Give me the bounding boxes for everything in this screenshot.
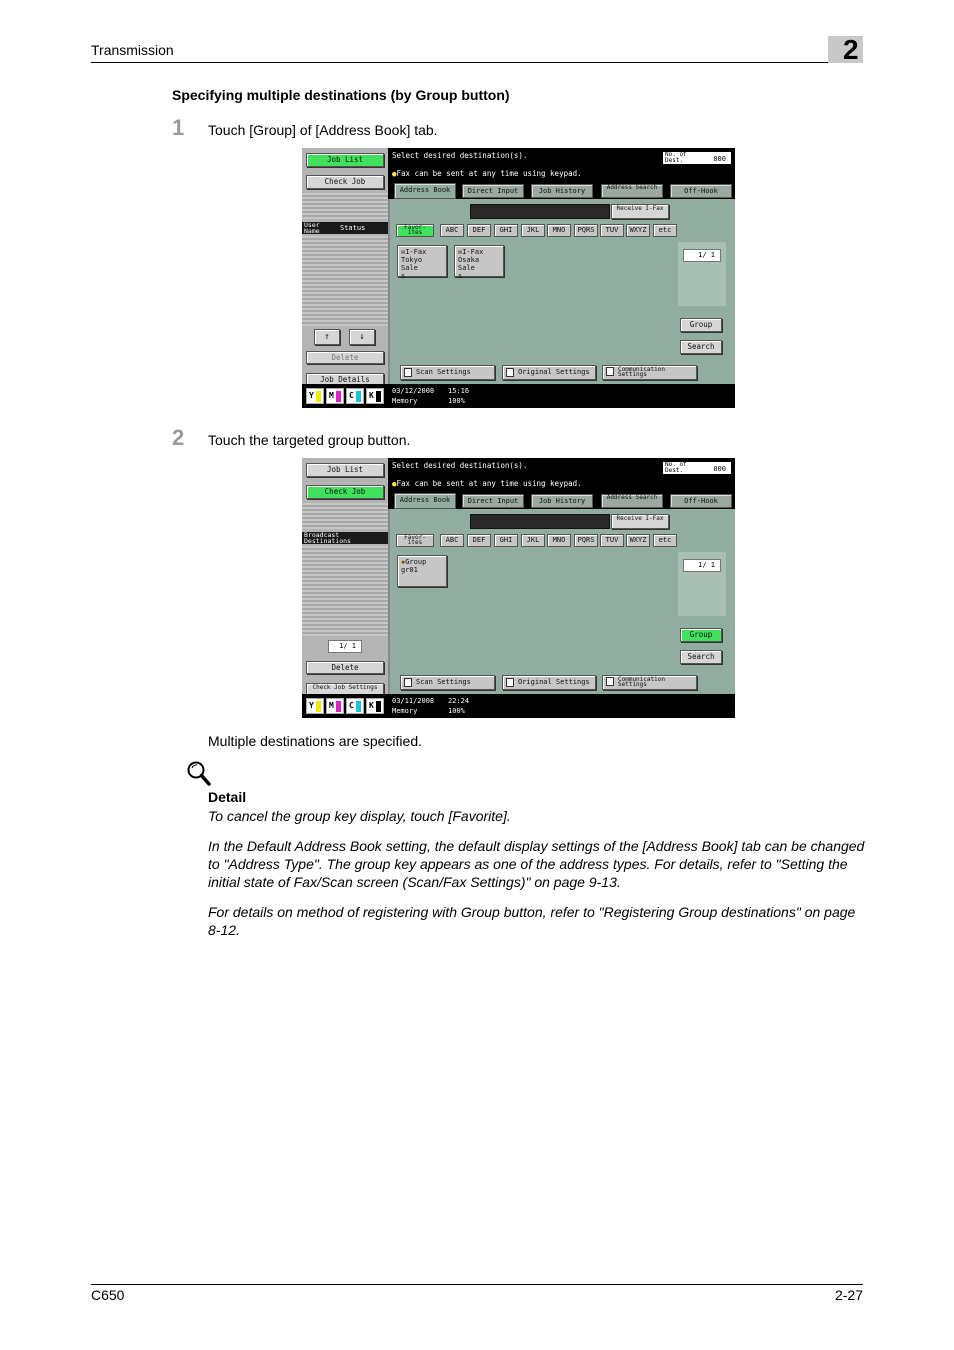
message-select: Select desired destination(s).	[392, 151, 528, 160]
job-details-button[interactable]: Job Details	[306, 373, 384, 386]
footer-model: C650	[91, 1287, 125, 1303]
job-list-button[interactable]: Job List	[306, 463, 384, 477]
status-date: 03/12/2008	[392, 387, 435, 395]
tab-address-book[interactable]: Address Book	[394, 493, 456, 509]
delete-button[interactable]: Delete	[306, 661, 384, 674]
group-icon: ◆	[401, 558, 406, 566]
scan-settings-button[interactable]: Scan Settings	[400, 365, 495, 380]
header-rule	[91, 62, 863, 63]
toner-cyan: C	[346, 698, 364, 714]
broadcast-destinations-label: Broadcast Destinations	[304, 531, 351, 545]
tab-bar	[388, 182, 735, 199]
communication-settings-button[interactable]: Communication Settings	[602, 365, 697, 380]
status-time: 15:16	[448, 387, 470, 395]
group-icon-label: ◆Group	[401, 558, 427, 566]
tab-bar	[388, 492, 735, 509]
index-mno[interactable]: MNO	[547, 224, 571, 237]
index-ghi[interactable]: GHI	[494, 534, 518, 547]
tab-job-history[interactable]: Job History	[531, 184, 593, 198]
group-name: gr01	[401, 566, 418, 574]
detail-note-2: In the Default Address Book setting, the default display settings of the [Address Book] tab can be changed to "Address Type". The group key appears as one of the address types. For details, refer to "Setting the initial state of Fax/Scan screen (Scan/Fax Settings)" on page 9-13.	[208, 838, 865, 890]
status-bar	[388, 384, 735, 408]
status-memory-label: Memory	[392, 707, 418, 715]
up-arrow-button[interactable]	[314, 329, 340, 345]
left-stripe	[302, 193, 388, 219]
group-button[interactable]: Group	[680, 628, 722, 642]
page-indicator: 1/ 1	[683, 559, 721, 572]
bulb-icon: ●	[392, 169, 397, 178]
tab-job-history[interactable]: Job History	[531, 494, 593, 508]
result-text: Multiple destinations are specified.	[208, 733, 423, 749]
broadcast-header	[302, 532, 388, 544]
index-jkl[interactable]: JKL	[521, 534, 545, 547]
status-bar	[388, 694, 735, 718]
detail-label: Detail	[208, 789, 247, 805]
destination-name: Tokyo Sale	[401, 256, 423, 272]
settings-bar	[390, 362, 735, 384]
check-job-button[interactable]: Check Job	[306, 485, 384, 499]
communication-settings-button[interactable]: Communication Settings	[602, 675, 697, 690]
toner-yellow: Y	[306, 698, 324, 714]
job-list-header	[302, 222, 388, 234]
footer-rule	[91, 1284, 863, 1285]
toner-levels	[302, 384, 388, 408]
scan-settings-icon	[404, 678, 412, 687]
tab-direct-input[interactable]: Direct Input	[462, 494, 524, 508]
left-stripe	[302, 503, 388, 529]
detail-note-3: For details on method of registering with Group button, refer to "Registering Group destinations" on page 8-12.	[208, 904, 856, 938]
original-settings-button[interactable]: Original Settings	[502, 365, 596, 380]
job-list-area	[302, 236, 388, 326]
message-select: Select desired destination(s).	[392, 461, 528, 470]
search-button[interactable]: Search	[680, 340, 722, 354]
check-job-settings-button[interactable]: Check Job Settings	[306, 683, 384, 696]
toner-magenta: M	[326, 388, 344, 404]
destination-name-cont: s	[458, 272, 463, 280]
job-list-button[interactable]: Job List	[306, 153, 384, 167]
index-wxyz[interactable]: WXYZ	[626, 534, 650, 547]
status-memory-percent: 100%	[448, 707, 465, 715]
communication-settings-icon	[606, 677, 614, 686]
index-abc[interactable]: ABC	[440, 224, 464, 237]
group-button[interactable]: Group	[680, 318, 722, 332]
tab-direct-input[interactable]: Direct Input	[462, 184, 524, 198]
destination-counter	[662, 461, 732, 475]
index-tuv[interactable]: TUV	[600, 534, 624, 547]
original-settings-icon	[506, 678, 514, 687]
screen-1	[302, 148, 735, 408]
receive-ifax-button[interactable]: Receive I-Fax	[611, 204, 669, 219]
destination-name-cont: s	[401, 272, 406, 280]
toner-magenta: M	[326, 698, 344, 714]
index-ghi[interactable]: GHI	[494, 224, 518, 237]
toner-black: K	[366, 388, 384, 404]
original-settings-button[interactable]: Original Settings	[502, 675, 596, 690]
scan-settings-button[interactable]: Scan Settings	[400, 675, 495, 690]
ifax-icon-label: ✉I-Fax	[458, 248, 484, 256]
down-arrow-icon: ↓	[359, 332, 365, 342]
delete-button[interactable]: Delete	[306, 351, 384, 364]
group-destination-button[interactable]	[397, 555, 447, 587]
step-2-number: 2	[172, 425, 185, 450]
tab-address-book[interactable]: Address Book	[394, 183, 456, 199]
toner-cyan: C	[346, 388, 364, 404]
chapter-number: 2	[843, 34, 859, 65]
no-of-dest-label: No. of Dest.	[665, 461, 687, 474]
message-fax: ●Fax can be sent at any time using keypad.	[392, 479, 582, 488]
up-arrow-icon: ↑	[324, 332, 330, 342]
index-mno[interactable]: MNO	[547, 534, 571, 547]
destination-name: Osaka Sale	[458, 256, 480, 272]
index-favorites[interactable]: Favor-ites	[396, 224, 434, 237]
left-page-indicator: 1/ 1	[328, 640, 362, 653]
status-label: Status	[340, 224, 366, 232]
index-def[interactable]: DEF	[467, 224, 491, 237]
broadcast-list-area	[302, 546, 388, 636]
footer-page-number: 2-27	[834, 1287, 863, 1303]
search-button[interactable]: Search	[680, 650, 722, 664]
screen-2	[302, 458, 735, 718]
status-memory-label: Memory	[392, 397, 418, 405]
dest-count: 000	[713, 155, 726, 163]
communication-settings-icon	[606, 367, 614, 376]
destination-button[interactable]	[454, 245, 504, 280]
tab-address-search[interactable]: Address Search	[601, 184, 663, 198]
index-pqrs[interactable]: PQRS	[574, 534, 598, 547]
index-jkl[interactable]: JKL	[521, 224, 545, 237]
tab-off-hook[interactable]: Off-Hook	[670, 494, 732, 508]
page-indicator: 1/ 1	[683, 249, 721, 262]
ifax-icon-label: ✉I-Fax	[401, 248, 427, 256]
toner-black: K	[366, 698, 384, 714]
toner-levels	[302, 694, 388, 718]
index-etc[interactable]: etc	[653, 224, 677, 237]
index-pqrs[interactable]: PQRS	[574, 224, 598, 237]
user-name-label: User Name	[304, 221, 320, 235]
section-title: Specifying multiple destinations (by Group button)	[172, 87, 510, 103]
tab-off-hook[interactable]: Off-Hook	[670, 184, 732, 198]
index-etc[interactable]: etc	[653, 534, 677, 547]
destination-button[interactable]	[397, 245, 447, 280]
toner-yellow: Y	[306, 388, 324, 404]
detail-note-1: To cancel the group key display, touch [Favorite].	[208, 808, 511, 824]
destination-counter	[662, 151, 732, 165]
step-2-text: Touch the targeted group button.	[208, 432, 411, 448]
original-settings-icon	[506, 368, 514, 377]
down-arrow-button[interactable]	[349, 329, 375, 345]
header-title: Transmission	[91, 42, 174, 58]
index-abc[interactable]: ABC	[440, 534, 464, 547]
no-of-dest-label: No. of Dest.	[665, 151, 687, 164]
index-def[interactable]: DEF	[467, 534, 491, 547]
search-field-bar	[470, 204, 610, 219]
index-wxyz[interactable]: WXYZ	[626, 224, 650, 237]
message-fax: ●Fax can be sent at any time using keypad.	[392, 169, 582, 178]
scan-settings-icon	[404, 368, 412, 377]
receive-ifax-button[interactable]: Receive I-Fax	[611, 514, 669, 529]
index-favorites[interactable]: Favor-ites	[396, 534, 434, 547]
search-field-bar	[470, 514, 610, 529]
dest-count: 000	[713, 465, 726, 473]
magnifier-icon	[186, 760, 212, 788]
settings-bar	[390, 672, 735, 694]
bulb-icon: ●	[392, 479, 397, 488]
check-job-button[interactable]: Check Job	[306, 175, 384, 189]
tab-address-search[interactable]: Address Search	[601, 494, 663, 508]
status-memory-percent: 100%	[448, 397, 465, 405]
index-tuv[interactable]: TUV	[600, 224, 624, 237]
step-1-number: 1	[172, 115, 185, 140]
status-time: 22:24	[448, 697, 470, 705]
status-date: 03/11/2008	[392, 697, 435, 705]
step-1-text: Touch [Group] of [Address Book] tab.	[208, 122, 438, 138]
